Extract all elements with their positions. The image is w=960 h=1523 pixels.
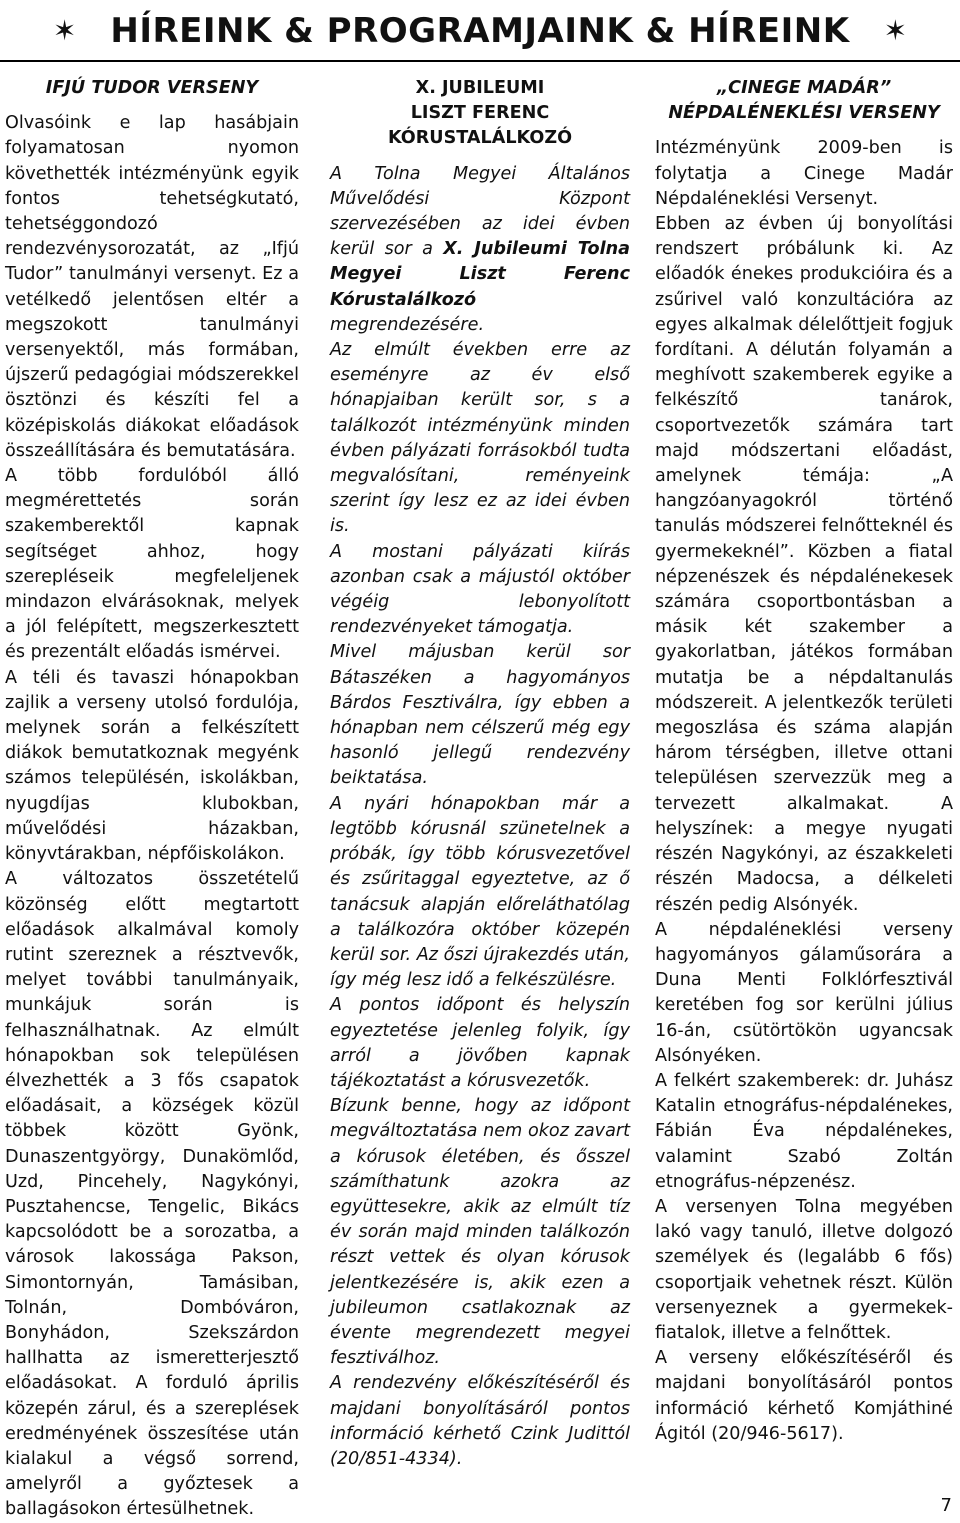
page-title: HÍREINK & PROGRAMJAINK & HÍREINK [110,11,850,51]
article-paragraph: Bízunk benne, hogy az időpont megváltoztatása nem okoz zavart a kórusok életében, és ősszel számíthatunk azokra az együttesekre, akik az elmúlt tíz év során majd minden találkozón részt vettek és olyan kórusok jelentkezésére is, akik ezen a jubileumon csatlakoznak az évente megrendezett megyei fesztiválhoz. [330,1096,630,1369]
article-paragraph: A mostani pályázati kiírás azonban csak a májustól október végéig lebonyolított rendezvényeket támogatja. [330,541,630,638]
heading-line: LISZT FERENC [410,103,550,124]
article-heading [655,76,953,126]
article-paragraph: A verseny előkészítéséről és majdani bonyolításáról pontos információ kérhető Komjáthiné Ágitól (20/946-5617). [655,1348,953,1444]
article-korustalalkozo [330,76,630,1472]
event-name: X. Jubileumi Tolna Megyei Liszt Ferenc Kórustalálkozó [330,239,631,310]
star-icon: ✶ [52,14,77,47]
article-paragraph: A pontos időpont és helyszín egyeztetése jelenleg folyik, így arról a jövőben kapnak tájékoztatást a kórusvezetők. [330,995,630,1091]
heading-line: KÓRUSTALÁLKOZÓ [387,128,573,149]
article-paragraph: Ebben az évben új bonyolítási rendszert próbálunk ki. Az előadók énekes produkcióira és a zsűrivel való konzultációra az egyes alkalmak délelőttjeit fogjuk fordítani. A délután folyamán a meghívott szakemberek egyike a felkészítő tanárok, csoportvezetők számára tart majd módszertani előadást, amelynek témája: „A hangzóanyagokról történő tanulás módszerei felnőtteknél és gyermekeknél”. Közben a fiatal népzenészek és népdalénekesek számára csoportbontásban a másik két szakember a gyakorlatban, játékos formában mutatja be a népdaltanulás módszereit. A jelentkezők területi megoszlása és száma alapján három térségben, illetve ottani településen szervezzük meg a tervezett alkalmakat. A helyszínek: a megye nyugati részén Nagykónyi, az északkeleti részén Madocsa, a délkeleti részén pedig Alsónyék. [655,214,953,915]
article-paragraph: Mivel májusban kerül sor Bátaszéken a hagyományos Bárdos Fesztiválra, így ebben a hónapban nem célszerű még egy hasonló jellegű rendezvény beiktatása. [330,642,630,789]
header-rule [0,60,960,62]
page-number: 7 [940,1495,952,1516]
article-paragraph: A rendezvény előkészítéséről és majdani bonyolításáról pontos információ kérhető Czink Judittól (20/851-4334). [330,1373,630,1469]
page-header [0,0,960,62]
article-heading: IFJÚ TUDOR VERSENY [45,78,259,98]
article-paragraph: A versenyen Tolna megyében lakó vagy tanuló, illetve dolgozó személyek és (legalább 6 fős) csoportjaik vehetnek részt. Külön versenyeznek a gyermekek-fiatalok, illetve a felnőttek. [655,1196,953,1343]
article-paragraph: Olvasóink e lap hasábjain folyamatosan nyomon követhették intézményünk egyik fontos tehetségkutató, tehetséggondozó rendezvénysorozatát, az „Ifjú Tudor” tanulmányi versenyt. Ez a vetélkedő jelentősen eltér a megszokott tanulmányi versenyektől, más formában, újszerű pedagógiai módszerekkel ösztönzi és készíti fel a középiskolás diákokat előadások összeállítására és bemutatására. [5,113,299,461]
article-heading [330,76,630,152]
heading-line: X. JUBILEUMI [415,78,545,98]
article-paragraph: A téli és tavaszi hónapokban zajlik a verseny utolsó fordulója, melynek során a felkészített diákok bemutatkoznak megyénk számos településén, iskolákban, nyugdíjas klubokban, művelődési házakban, könyvtárakban, népfőiskolákon. [5,667,299,865]
star-icon: ✶ [883,14,908,47]
article-paragraph: A több fordulóból álló megmérettetés során szakemberektől kapnak segítséget ahhoz, hogy szerepléseik megfeleljenek mindazon elvárásoknak, melyek a jól felépített, megszerkesztett és prezentált előadás ismérvei. [5,466,299,663]
article-paragraph: A felkért szakemberek: dr. Juhász Katalin etnográfus-népdalénekes, Fábián Éva népdalénekes, valamint Szabó Zoltán etnográfus-népzenész. [655,1070,953,1192]
paragraph-text: megrendezésére. [330,314,485,335]
article-cinege-madar [655,76,953,1447]
article-ifju-tudor [5,76,299,1523]
article-paragraph: A változatos összetételű közönség előtt megtartott előadások alkalmával komoly rutint szereznek a résztvevők, melyet további tanulmányaik, munkájuk során is felhasználhatnak. Az elmúlt hónapokban sok településen élvezhették a 3 fős csapatok előadásait, a községek közül többek között Gyönk, Dunaszentgyörgy, Dunakömlőd, Uzd, Pincehely, Nagykónyi, Pusztahencse, Tengelic, Bikács kapcsolódott be a sorozatba, a városok lakossága Pakson, Simontornyán, Tamásiban, Tolnán, Dombóváron, Bonyhádon, Szekszárdon hallhatta az ismeretterjesztő előadásokat. A forduló április közepén zárul, és a szereplések eredményének összesítése után kialakul a végső sorrend, amelyről a győztesek a ballagásokon értesülhetnek. [5,869,299,1520]
heading-line: NÉPDALÉNEKLÉSI VERSENY [668,103,940,124]
article-paragraph: Az elmúlt években erre az eseményre az év első hónapjaiban került sor, s a találkozót intézményünk minden évben pályázati forrásokból tudta megvalósítani, reményeink szerint így lesz ez az idei évben is. [330,340,630,537]
paragraph-text: A Tolna Megyei Általános Művelődési Központ szervezésében az idei évben kerül sor a [330,163,630,260]
article-paragraph: Intézményünk 2009-ben is folytatja a Cinege Madár Népdaléneklési Versenyt. [655,138,953,209]
article-paragraph: A népdaléneklési verseny hagyományos gálaműsorára a Duna Menti Folklórfesztivál keretében fog sor kerülni július 16-án, csütörtökön ugyancsak Alsónyéken. [655,919,953,1066]
heading-line: „CINEGE MADÁR” [716,78,892,98]
article-paragraph: A nyári hónapokban már a legtöbb kórusnál szünetelnek a próbák, így több kórusvezetővel és zsűritaggal egyeztetve, az ő tanácsuk alapján előreláthatólag a találkozóra október közepén kerül sor. Az őszi újrakezdés után, így még lesz idő a felkészülésre. [330,793,630,991]
article-paragraph [330,162,630,338]
